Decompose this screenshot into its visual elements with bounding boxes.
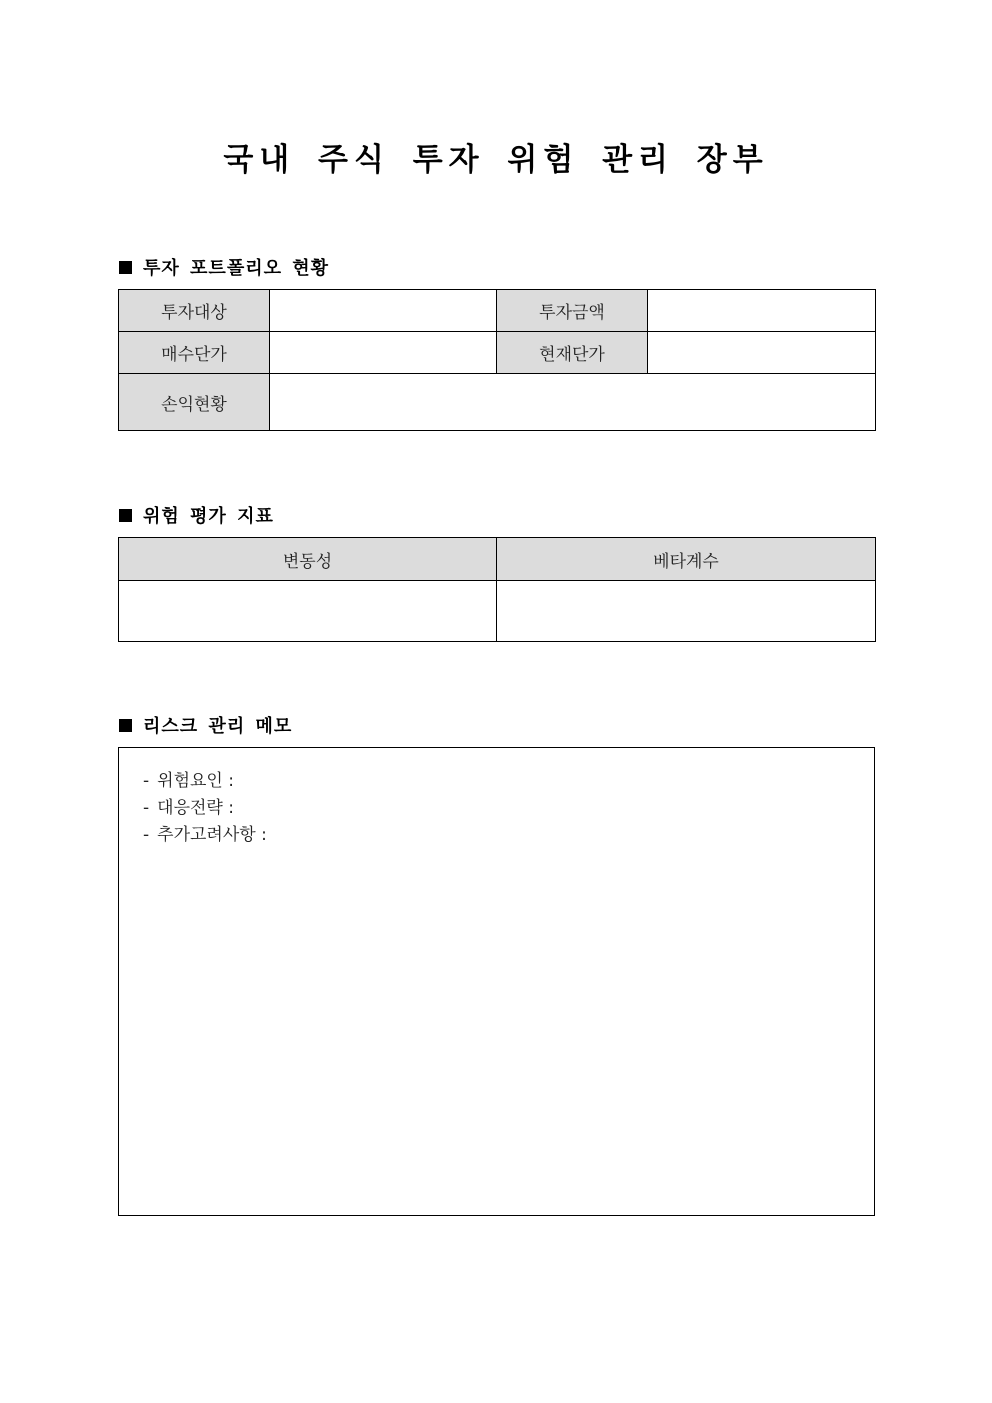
square-bullet-icon bbox=[119, 261, 132, 274]
table-row bbox=[119, 581, 876, 642]
table-header-row bbox=[119, 538, 876, 581]
dash-bullet: - bbox=[143, 771, 150, 791]
table-row bbox=[119, 332, 876, 374]
investment-target-label: 투자대상 bbox=[119, 290, 270, 332]
profit-loss-value[interactable] bbox=[270, 374, 876, 431]
dash-bullet: - bbox=[143, 798, 150, 818]
section-heading-risk-metrics bbox=[119, 502, 274, 528]
purchase-price-value[interactable] bbox=[270, 332, 497, 374]
memo-item-label: 대응전략 : bbox=[157, 798, 234, 818]
memo-item-label: 추가고려사항 : bbox=[157, 825, 267, 845]
dash-bullet: - bbox=[143, 825, 150, 845]
document-title: 국내 주식 투자 위험 관리 장부 bbox=[223, 142, 769, 178]
profit-loss-label: 손익현황 bbox=[119, 374, 270, 431]
current-price-label: 현재단가 bbox=[497, 332, 648, 374]
section-heading-text: 투자 포트폴리오 현황 bbox=[143, 258, 330, 279]
section-heading-text: 위험 평가 지표 bbox=[143, 506, 274, 527]
square-bullet-icon bbox=[119, 719, 132, 732]
risk-memo-box[interactable] bbox=[118, 747, 875, 1216]
memo-list bbox=[119, 748, 874, 849]
purchase-price-label: 매수단가 bbox=[119, 332, 270, 374]
volatility-value[interactable] bbox=[119, 581, 497, 642]
table-row bbox=[119, 374, 876, 431]
current-price-value[interactable] bbox=[648, 332, 876, 374]
section-heading-portfolio bbox=[119, 254, 329, 280]
section-heading-risk-memo bbox=[119, 712, 292, 738]
risk-metrics-table bbox=[118, 537, 876, 642]
memo-item-label: 위험요인 : bbox=[157, 771, 234, 791]
memo-item-risk-factors bbox=[143, 768, 874, 795]
portfolio-table bbox=[118, 289, 876, 431]
section-heading-text: 리스크 관리 메모 bbox=[143, 716, 293, 737]
memo-item-additional-considerations bbox=[143, 822, 874, 849]
beta-header: 베타계수 bbox=[497, 538, 876, 581]
investment-amount-label: 투자금액 bbox=[497, 290, 648, 332]
beta-value[interactable] bbox=[497, 581, 876, 642]
memo-item-response-strategy bbox=[143, 795, 874, 822]
investment-target-value[interactable] bbox=[270, 290, 497, 332]
square-bullet-icon bbox=[119, 509, 132, 522]
investment-amount-value[interactable] bbox=[648, 290, 876, 332]
table-row bbox=[119, 290, 876, 332]
volatility-header: 변동성 bbox=[119, 538, 497, 581]
